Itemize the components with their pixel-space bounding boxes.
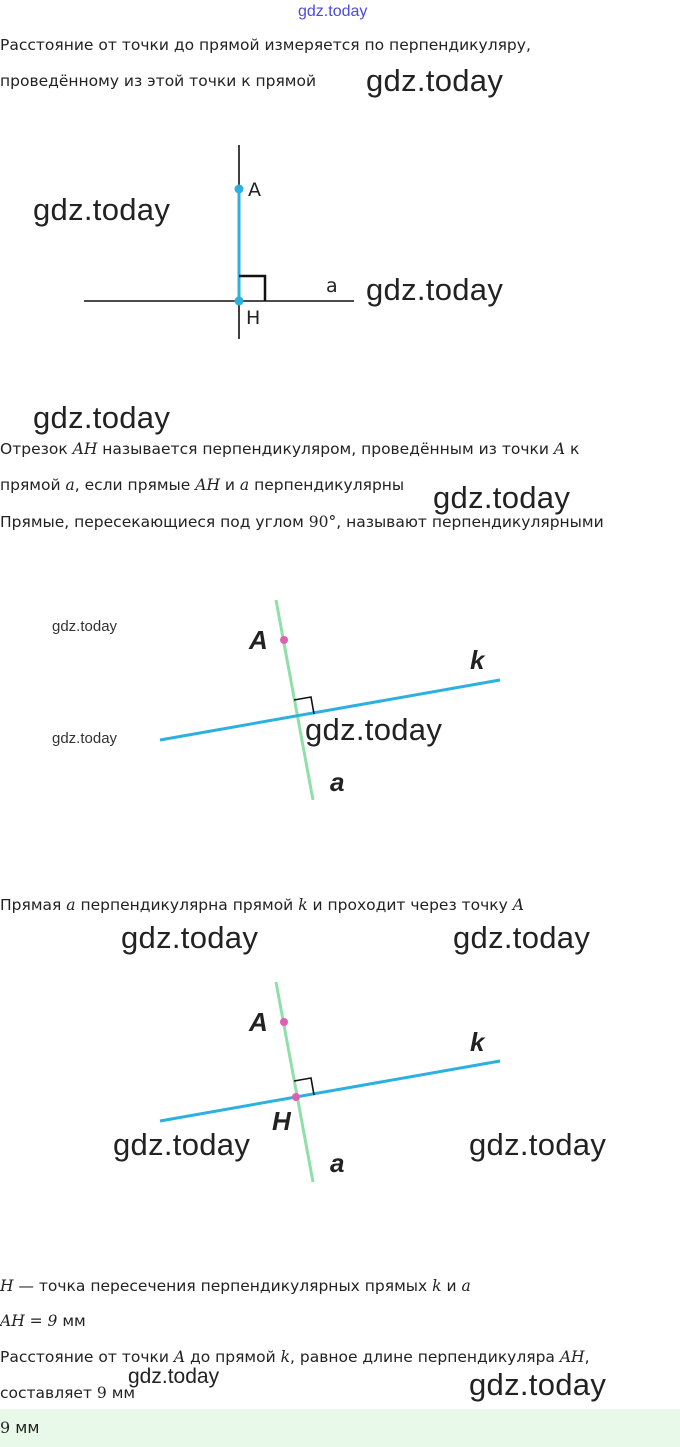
watermark-small: gdz.today [52,730,118,747]
watermark: gdz.today [113,1127,251,1162]
text-ah-length: AH = 9 мм [0,1312,86,1330]
text-distance-result-1: Расстояние от точки A до прямой k, равное длине перпендикуляра AH, [0,1348,590,1366]
text-distance-definition-1: Расстояние от точки до прямой измеряется по перпендикуляру, [0,36,531,54]
label-point-a: A [249,625,268,655]
text-perpendicular-definition-1: Отрезок AH называется перпендикуляром, проведённым из точки A к [0,440,580,458]
label-point-h: H [246,307,261,329]
watermark: gdz.today [33,400,171,435]
text-h-intersection: H — точка пересечения перпендикулярных прямых k и a [0,1277,471,1295]
watermark: gdz.today [366,272,504,307]
label-line-a: a [330,1148,345,1178]
answer-box [0,1409,680,1447]
text-distance-definition-2: проведённому из этой точки к прямой [0,72,317,90]
label-point-a: A [248,179,261,201]
label-line-k: k [470,1027,485,1057]
label-point-h: H [272,1106,291,1136]
watermark: gdz.today [33,192,171,227]
watermark-top: gdz.today [298,3,368,20]
text-perpendicular-lines-definition: Прямые, пересекающиеся под углом 90°, называют перпендикулярными [0,513,604,531]
watermark: gdz.today [453,920,591,955]
text-perpendicular-definition-2: прямой a, если прямые AH и a перпендикулярны [0,476,405,494]
watermark: gdz.today [366,63,504,98]
watermark: gdz.today [121,920,259,955]
answer-value: 9 мм [0,1418,40,1437]
text-line-a-perpendicular-k: Прямая a перпендикулярна прямой k и проходит через точку A [0,896,524,914]
label-point-a: A [249,1007,268,1037]
label-line-a: a [326,275,338,297]
text-distance-result-2: составляет 9 мм [0,1384,136,1402]
watermark: gdz.today [305,712,443,747]
watermark: gdz.today [469,1367,607,1402]
label-line-k: k [470,645,485,675]
label-line-a: a [330,767,345,797]
watermark: gdz.today [128,1365,220,1388]
watermark-small: gdz.today [52,618,118,635]
watermark: gdz.today [469,1127,607,1162]
watermark: gdz.today [433,480,571,515]
